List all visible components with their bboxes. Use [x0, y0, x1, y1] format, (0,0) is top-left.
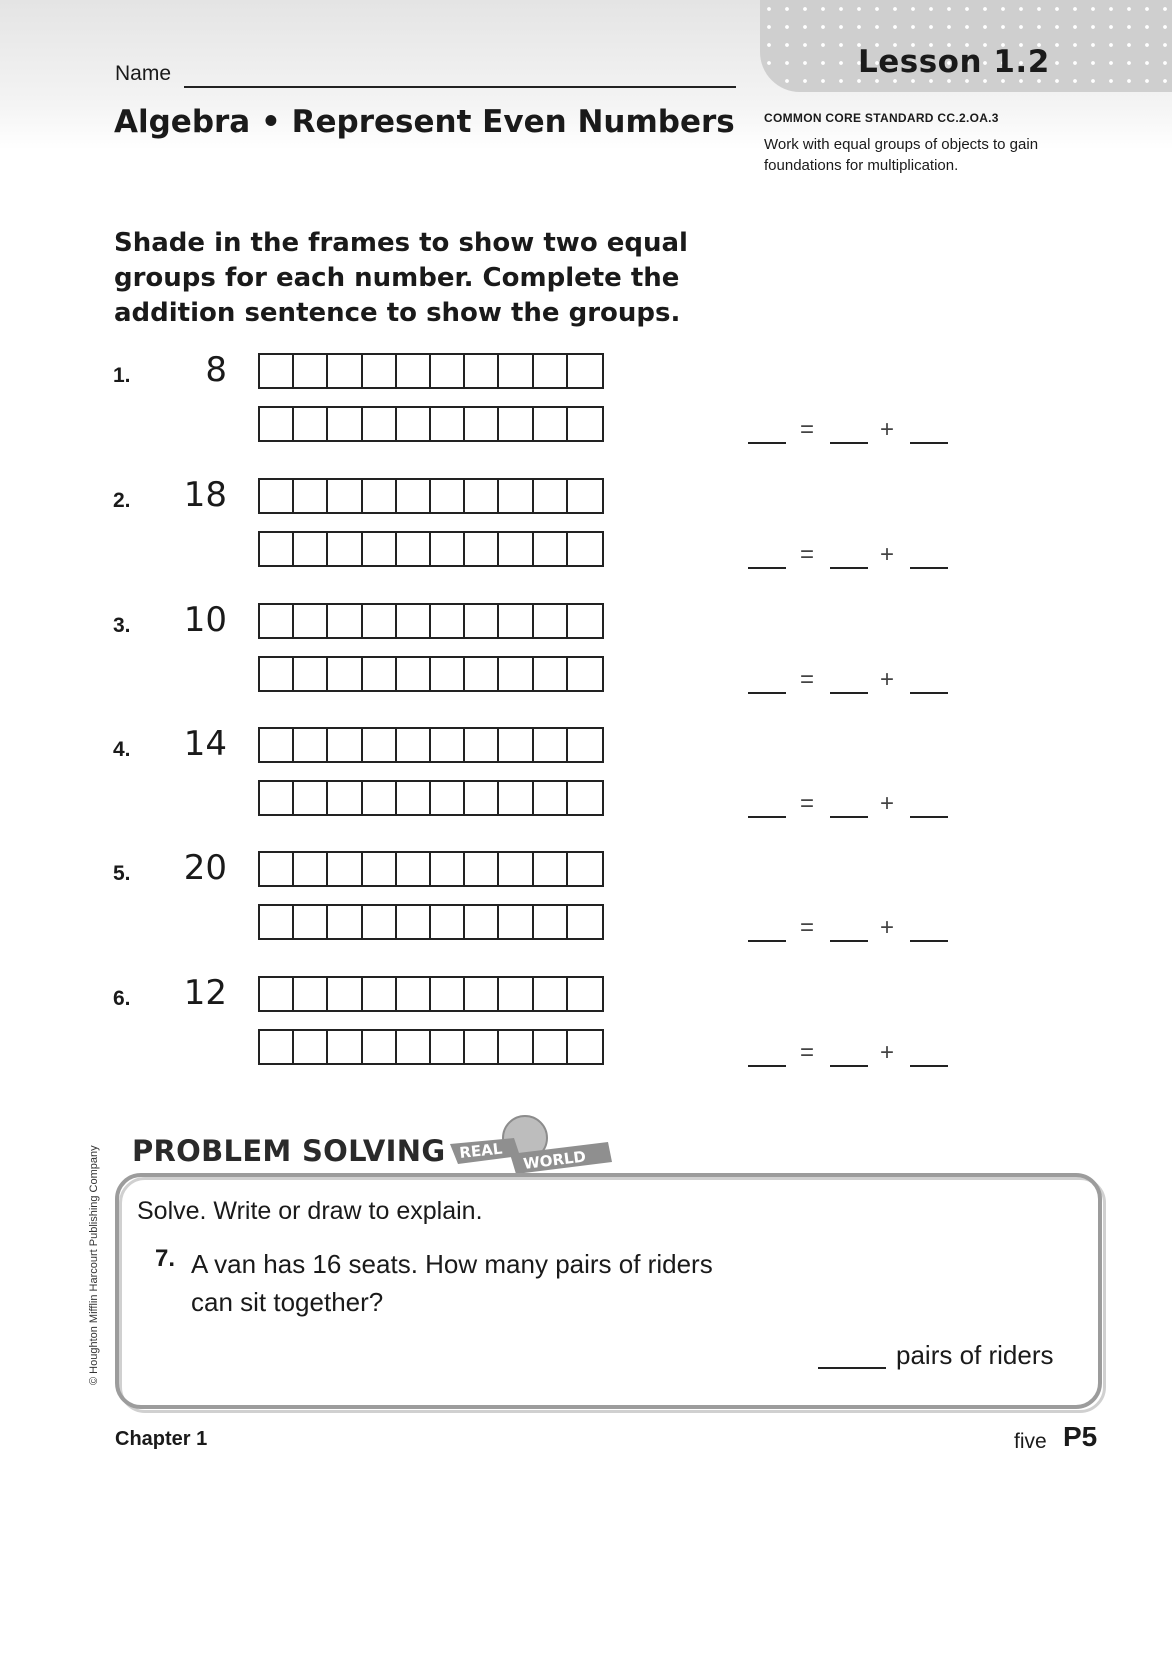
ten-frame[interactable] [258, 976, 604, 1012]
copyright-notice: © Houghton Mifflin Harcourt Publishing Company [88, 1145, 100, 1385]
ten-frame[interactable] [258, 1029, 604, 1065]
frame-cell[interactable] [499, 658, 533, 690]
frame-cell[interactable] [328, 978, 362, 1010]
frame-cell[interactable] [499, 1031, 533, 1063]
frame-cell[interactable] [568, 605, 602, 637]
name-field-line[interactable] [184, 86, 736, 88]
addend-blank[interactable] [910, 567, 948, 569]
frame-cell[interactable] [294, 355, 328, 387]
frame-cell[interactable] [499, 978, 533, 1010]
frame-cell[interactable] [431, 658, 465, 690]
problem-number: 3. [113, 614, 131, 637]
frame-cell[interactable] [397, 355, 431, 387]
frame-cell[interactable] [363, 355, 397, 387]
addend-blank[interactable] [830, 1065, 868, 1067]
frame-cell[interactable] [363, 978, 397, 1010]
frame-cell[interactable] [328, 853, 362, 885]
frame-cell[interactable] [568, 1031, 602, 1063]
badge-text-world: WORLD [522, 1147, 587, 1173]
addend-blank[interactable] [910, 1065, 948, 1067]
lesson-number: 1.2 [993, 44, 1050, 80]
plus-sign: + [880, 790, 895, 817]
frame-cell[interactable] [499, 605, 533, 637]
problem-row [0, 973, 1172, 1073]
sum-blank[interactable] [748, 567, 786, 569]
ten-frame[interactable] [258, 531, 604, 567]
frame-cell[interactable] [465, 853, 499, 885]
addend-blank[interactable] [830, 692, 868, 694]
frame-cell[interactable] [534, 408, 568, 440]
frame-cell[interactable] [260, 658, 294, 690]
problem-solving-header: PROBLEM SOLVING [132, 1134, 446, 1168]
frame-cell[interactable] [363, 729, 397, 761]
frame-cell[interactable] [465, 480, 499, 512]
chapter-label: Chapter 1 [115, 1428, 208, 1450]
real-world-badge [450, 1114, 612, 1176]
frame-cell[interactable] [328, 906, 362, 938]
frame-cell[interactable] [363, 658, 397, 690]
sum-blank[interactable] [748, 1065, 786, 1067]
addend-blank[interactable] [910, 442, 948, 444]
lesson-label [858, 44, 1050, 80]
frame-cell[interactable] [568, 729, 602, 761]
addend-blank[interactable] [910, 816, 948, 818]
frame-cell[interactable] [328, 658, 362, 690]
frame-cell[interactable] [397, 408, 431, 440]
standard-text: Work with equal groups of objects to gain foundations for multiplication. [764, 136, 1039, 174]
frame-cell[interactable] [465, 729, 499, 761]
frame-cell[interactable] [397, 853, 431, 885]
answer-label: pairs of riders [896, 1340, 1054, 1370]
frame-cell[interactable] [294, 605, 328, 637]
frame-cell[interactable] [397, 906, 431, 938]
frame-cell[interactable] [260, 408, 294, 440]
ten-frame[interactable] [258, 904, 604, 940]
frame-cell[interactable] [328, 533, 362, 565]
frame-cell[interactable] [499, 906, 533, 938]
plus-sign: + [880, 416, 895, 443]
frame-cell[interactable] [397, 480, 431, 512]
problem-row [0, 350, 1172, 450]
frame-cell[interactable] [534, 853, 568, 885]
frame-cell[interactable] [568, 355, 602, 387]
equals-sign: = [800, 666, 815, 693]
frame-cell[interactable] [328, 355, 362, 387]
equals-sign: = [800, 1039, 815, 1066]
addend-blank[interactable] [910, 692, 948, 694]
frame-cell[interactable] [499, 355, 533, 387]
addition-sentence [748, 408, 958, 448]
frame-cell[interactable] [397, 782, 431, 814]
frame-cell[interactable] [363, 408, 397, 440]
frame-cell[interactable] [431, 1031, 465, 1063]
plus-sign: + [880, 914, 895, 941]
frame-cell[interactable] [397, 605, 431, 637]
frame-cell[interactable] [431, 906, 465, 938]
frame-cell[interactable] [260, 1031, 294, 1063]
frame-cell[interactable] [499, 533, 533, 565]
sum-blank[interactable] [748, 816, 786, 818]
frame-cell[interactable] [260, 480, 294, 512]
equals-sign: = [800, 541, 815, 568]
frame-cell[interactable] [465, 906, 499, 938]
plus-sign: + [880, 1039, 895, 1066]
frame-cell[interactable] [431, 533, 465, 565]
addition-sentence [748, 1031, 958, 1071]
name-label: Name [115, 62, 172, 85]
frame-cell[interactable] [431, 355, 465, 387]
frame-cell[interactable] [294, 782, 328, 814]
frame-cell[interactable] [534, 729, 568, 761]
frame-cell[interactable] [294, 480, 328, 512]
problem-row [0, 848, 1172, 948]
problem-row [0, 475, 1172, 575]
frame-cell[interactable] [397, 978, 431, 1010]
ten-frame[interactable] [258, 353, 604, 389]
page-title: Algebra • Represent Even Numbers [114, 104, 735, 140]
frame-cell[interactable] [294, 729, 328, 761]
standard-label: COMMON CORE STANDARD CC.2.OA.3 [764, 111, 999, 125]
frame-cell[interactable] [465, 533, 499, 565]
frame-cell[interactable] [363, 782, 397, 814]
frame-cell[interactable] [465, 782, 499, 814]
problem-number: 2. [113, 489, 131, 512]
addend-blank[interactable] [830, 940, 868, 942]
target-number: 18 [183, 475, 227, 515]
target-number: 20 [183, 848, 227, 888]
page-number: P5 [1063, 1421, 1098, 1452]
frame-cell[interactable] [534, 782, 568, 814]
addend-blank[interactable] [830, 816, 868, 818]
ten-frame[interactable] [258, 656, 604, 692]
frame-cell[interactable] [431, 408, 465, 440]
ten-frame[interactable] [258, 478, 604, 514]
frame-cell[interactable] [260, 729, 294, 761]
frame-cell[interactable] [294, 533, 328, 565]
question-number: 7. [155, 1245, 176, 1272]
frame-cell[interactable] [294, 1031, 328, 1063]
sum-blank[interactable] [748, 442, 786, 444]
equals-sign: = [800, 790, 815, 817]
frame-cell[interactable] [294, 853, 328, 885]
frame-cell[interactable] [294, 408, 328, 440]
addend-blank[interactable] [830, 442, 868, 444]
frame-cell[interactable] [397, 533, 431, 565]
answer-blank[interactable] [818, 1367, 886, 1369]
ten-frame[interactable] [258, 780, 604, 816]
frame-cell[interactable] [465, 355, 499, 387]
frame-cell[interactable] [534, 1031, 568, 1063]
frame-cell[interactable] [499, 408, 533, 440]
page-word: five [1014, 1430, 1047, 1453]
plus-sign: + [880, 666, 895, 693]
frame-cell[interactable] [397, 658, 431, 690]
frame-cell[interactable] [534, 533, 568, 565]
frame-cell[interactable] [534, 605, 568, 637]
frame-cell[interactable] [431, 782, 465, 814]
problem-number: 5. [113, 862, 131, 885]
frame-cell[interactable] [328, 782, 362, 814]
frame-cell[interactable] [568, 480, 602, 512]
frame-cell[interactable] [534, 978, 568, 1010]
addition-sentence [748, 658, 958, 698]
frame-cell[interactable] [431, 480, 465, 512]
target-number: 14 [183, 724, 227, 764]
frame-cell[interactable] [363, 605, 397, 637]
ten-frame[interactable] [258, 851, 604, 887]
ten-frame[interactable] [258, 603, 604, 639]
frame-cell[interactable] [465, 605, 499, 637]
frame-cell[interactable] [568, 906, 602, 938]
problem-row [0, 724, 1172, 824]
frame-cell[interactable] [328, 605, 362, 637]
frame-cell[interactable] [499, 729, 533, 761]
frame-cell[interactable] [397, 1031, 431, 1063]
frame-cell[interactable] [328, 1031, 362, 1063]
target-number: 8 [205, 350, 227, 390]
frame-cell[interactable] [397, 729, 431, 761]
frame-cell[interactable] [260, 533, 294, 565]
frame-cell[interactable] [534, 658, 568, 690]
frame-cell[interactable] [499, 853, 533, 885]
frame-cell[interactable] [534, 480, 568, 512]
addend-blank[interactable] [830, 567, 868, 569]
equals-sign: = [800, 914, 815, 941]
plus-sign: + [880, 541, 895, 568]
addition-sentence [748, 782, 958, 822]
ten-frame[interactable] [258, 727, 604, 763]
equals-sign: = [800, 416, 815, 443]
sum-blank[interactable] [748, 692, 786, 694]
target-number: 10 [183, 600, 227, 640]
frame-cell[interactable] [260, 978, 294, 1010]
frame-cell[interactable] [568, 408, 602, 440]
frame-cell[interactable] [499, 782, 533, 814]
frame-cell[interactable] [260, 906, 294, 938]
frame-cell[interactable] [363, 906, 397, 938]
frame-cell[interactable] [260, 605, 294, 637]
addend-blank[interactable] [910, 940, 948, 942]
frame-cell[interactable] [534, 906, 568, 938]
addition-sentence [748, 906, 958, 946]
problem-number: 6. [113, 987, 131, 1010]
frame-cell[interactable] [328, 408, 362, 440]
frame-cell[interactable] [328, 729, 362, 761]
frame-cell[interactable] [363, 533, 397, 565]
frame-cell[interactable] [294, 658, 328, 690]
frame-cell[interactable] [260, 782, 294, 814]
target-number: 12 [183, 973, 227, 1013]
frame-cell[interactable] [363, 480, 397, 512]
frame-cell[interactable] [294, 906, 328, 938]
badge-text-real: REAL [458, 1139, 504, 1162]
problem-row [0, 600, 1172, 700]
frame-cell[interactable] [465, 978, 499, 1010]
frame-cell[interactable] [568, 782, 602, 814]
ten-frame[interactable] [258, 406, 604, 442]
frame-cell[interactable] [431, 978, 465, 1010]
frame-cell[interactable] [431, 605, 465, 637]
problem-solving-instruction: Solve. Write or draw to explain. [137, 1197, 483, 1225]
frame-cell[interactable] [363, 1031, 397, 1063]
addition-sentence [748, 533, 958, 573]
frame-cell[interactable] [534, 355, 568, 387]
sum-blank[interactable] [748, 940, 786, 942]
question-text: A van has 16 seats. How many pairs of riders can sit together? [191, 1249, 713, 1317]
frame-cell[interactable] [465, 1031, 499, 1063]
lesson-word: Lesson [858, 44, 983, 80]
frame-cell[interactable] [260, 355, 294, 387]
frame-cell[interactable] [499, 480, 533, 512]
frame-cell[interactable] [260, 853, 294, 885]
frame-cell[interactable] [465, 408, 499, 440]
frame-cell[interactable] [328, 480, 362, 512]
frame-cell[interactable] [568, 978, 602, 1010]
frame-cell[interactable] [294, 978, 328, 1010]
instructions: Shade in the frames to show two equal groups for each number. Complete the addition sentence to show the groups. [114, 228, 688, 328]
frame-cell[interactable] [363, 853, 397, 885]
problem-number: 4. [113, 738, 131, 761]
frame-cell[interactable] [465, 658, 499, 690]
problem-number: 1. [113, 364, 131, 387]
frame-cell[interactable] [431, 853, 465, 885]
frame-cell[interactable] [431, 729, 465, 761]
frame-cell[interactable] [568, 533, 602, 565]
frame-cell[interactable] [568, 853, 602, 885]
frame-cell[interactable] [568, 658, 602, 690]
